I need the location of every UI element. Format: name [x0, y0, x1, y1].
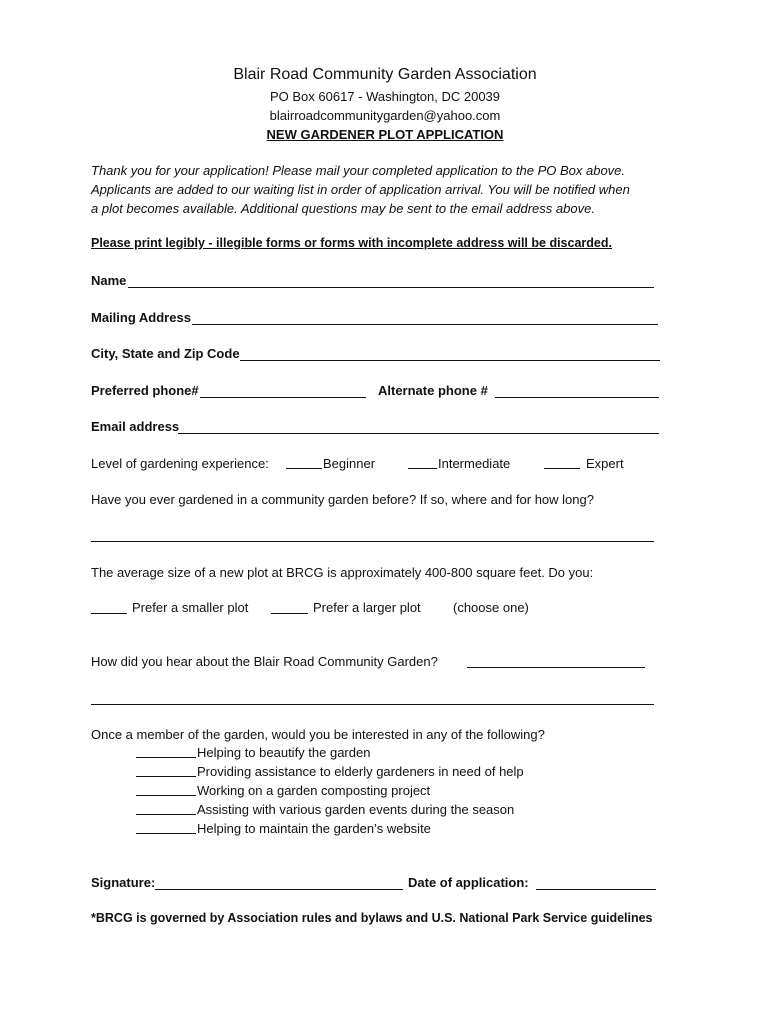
interests-intro: Once a member of the garden, would you be interested in any of the following?	[91, 727, 545, 742]
hear-about-field-line-2[interactable]	[91, 704, 654, 705]
interest-blank-composting[interactable]	[136, 795, 196, 796]
intermediate-blank[interactable]	[408, 468, 437, 469]
interest-website: Helping to maintain the garden’s website	[197, 821, 431, 836]
expert-blank[interactable]	[544, 468, 580, 469]
experience-label: Level of gardening experience:	[91, 456, 269, 471]
alternate-phone-label: Alternate phone #	[378, 383, 488, 398]
interest-blank-elderly[interactable]	[136, 776, 196, 777]
date-of-application-label: Date of application:	[408, 875, 529, 890]
intro-line-3: a plot becomes available. Additional questions may be sent to the email address above.	[91, 201, 595, 216]
hear-about-field[interactable]	[467, 667, 645, 668]
interest-blank-website[interactable]	[136, 833, 196, 834]
hear-about-question: How did you hear about the Blair Road Community Garden?	[91, 654, 438, 669]
interest-blank-beautify[interactable]	[136, 757, 196, 758]
choose-one-note: (choose one)	[453, 600, 529, 615]
intro-line-1: Thank you for your application! Please mail your completed application to the PO Box above.	[91, 163, 626, 178]
governance-note: *BRCG is governed by Association rules and bylaws and U.S. National Park Service guidelines	[91, 911, 653, 925]
mailing-address-field[interactable]	[192, 324, 658, 325]
name-label: Name	[91, 273, 127, 288]
city-state-zip-label: City, State and Zip Code	[91, 346, 240, 361]
larger-plot-blank[interactable]	[271, 613, 308, 614]
community-garden-answer-field[interactable]	[91, 541, 654, 542]
city-state-zip-field[interactable]	[240, 360, 660, 361]
interest-composting: Working on a garden composting project	[197, 783, 431, 798]
form-title: NEW GARDENER PLOT APPLICATION	[266, 127, 504, 142]
org-email: blairroadcommunitygarden@yahoo.com	[269, 108, 501, 123]
expert-option: Expert	[586, 456, 624, 471]
interest-beautify: Helping to beautify the garden	[197, 745, 371, 760]
interest-blank-events[interactable]	[136, 814, 196, 815]
signature-label: Signature:	[91, 875, 156, 890]
smaller-plot-blank[interactable]	[91, 613, 127, 614]
email-address-label: Email address	[91, 419, 180, 434]
beginner-option: Beginner	[323, 456, 376, 471]
intro-line-2: Applicants are added to our waiting list in order of application arrival. You will be notified when	[91, 182, 630, 197]
alternate-phone-field[interactable]	[495, 397, 659, 398]
date-of-application-field[interactable]	[536, 889, 656, 890]
plot-size-statement: The average size of a new plot at BRCG is approximately 400-800 square feet. Do you:	[91, 565, 594, 580]
interest-elderly-assistance: Providing assistance to elderly gardeners in need of help	[197, 764, 524, 779]
name-field[interactable]	[128, 287, 654, 288]
larger-plot-option: Prefer a larger plot	[313, 600, 421, 615]
intermediate-option: Intermediate	[438, 456, 511, 471]
preferred-phone-label: Preferred phone#	[91, 383, 199, 398]
signature-field[interactable]	[155, 889, 403, 890]
mailing-address-label: Mailing Address	[91, 310, 191, 325]
legibility-warning: Please print legibly - illegible forms or forms with incomplete address will be discarded.	[91, 236, 612, 250]
email-address-field[interactable]	[178, 433, 659, 434]
org-name: Blair Road Community Garden Association	[233, 66, 537, 83]
preferred-phone-field[interactable]	[200, 397, 366, 398]
beginner-blank[interactable]	[286, 468, 322, 469]
smaller-plot-option: Prefer a smaller plot	[132, 600, 249, 615]
interest-events: Assisting with various garden events during the season	[197, 802, 515, 817]
org-address: PO Box 60617 - Washington, DC 20039	[269, 89, 501, 104]
community-garden-question: Have you ever gardened in a community garden before? If so, where and for how long?	[91, 492, 594, 507]
